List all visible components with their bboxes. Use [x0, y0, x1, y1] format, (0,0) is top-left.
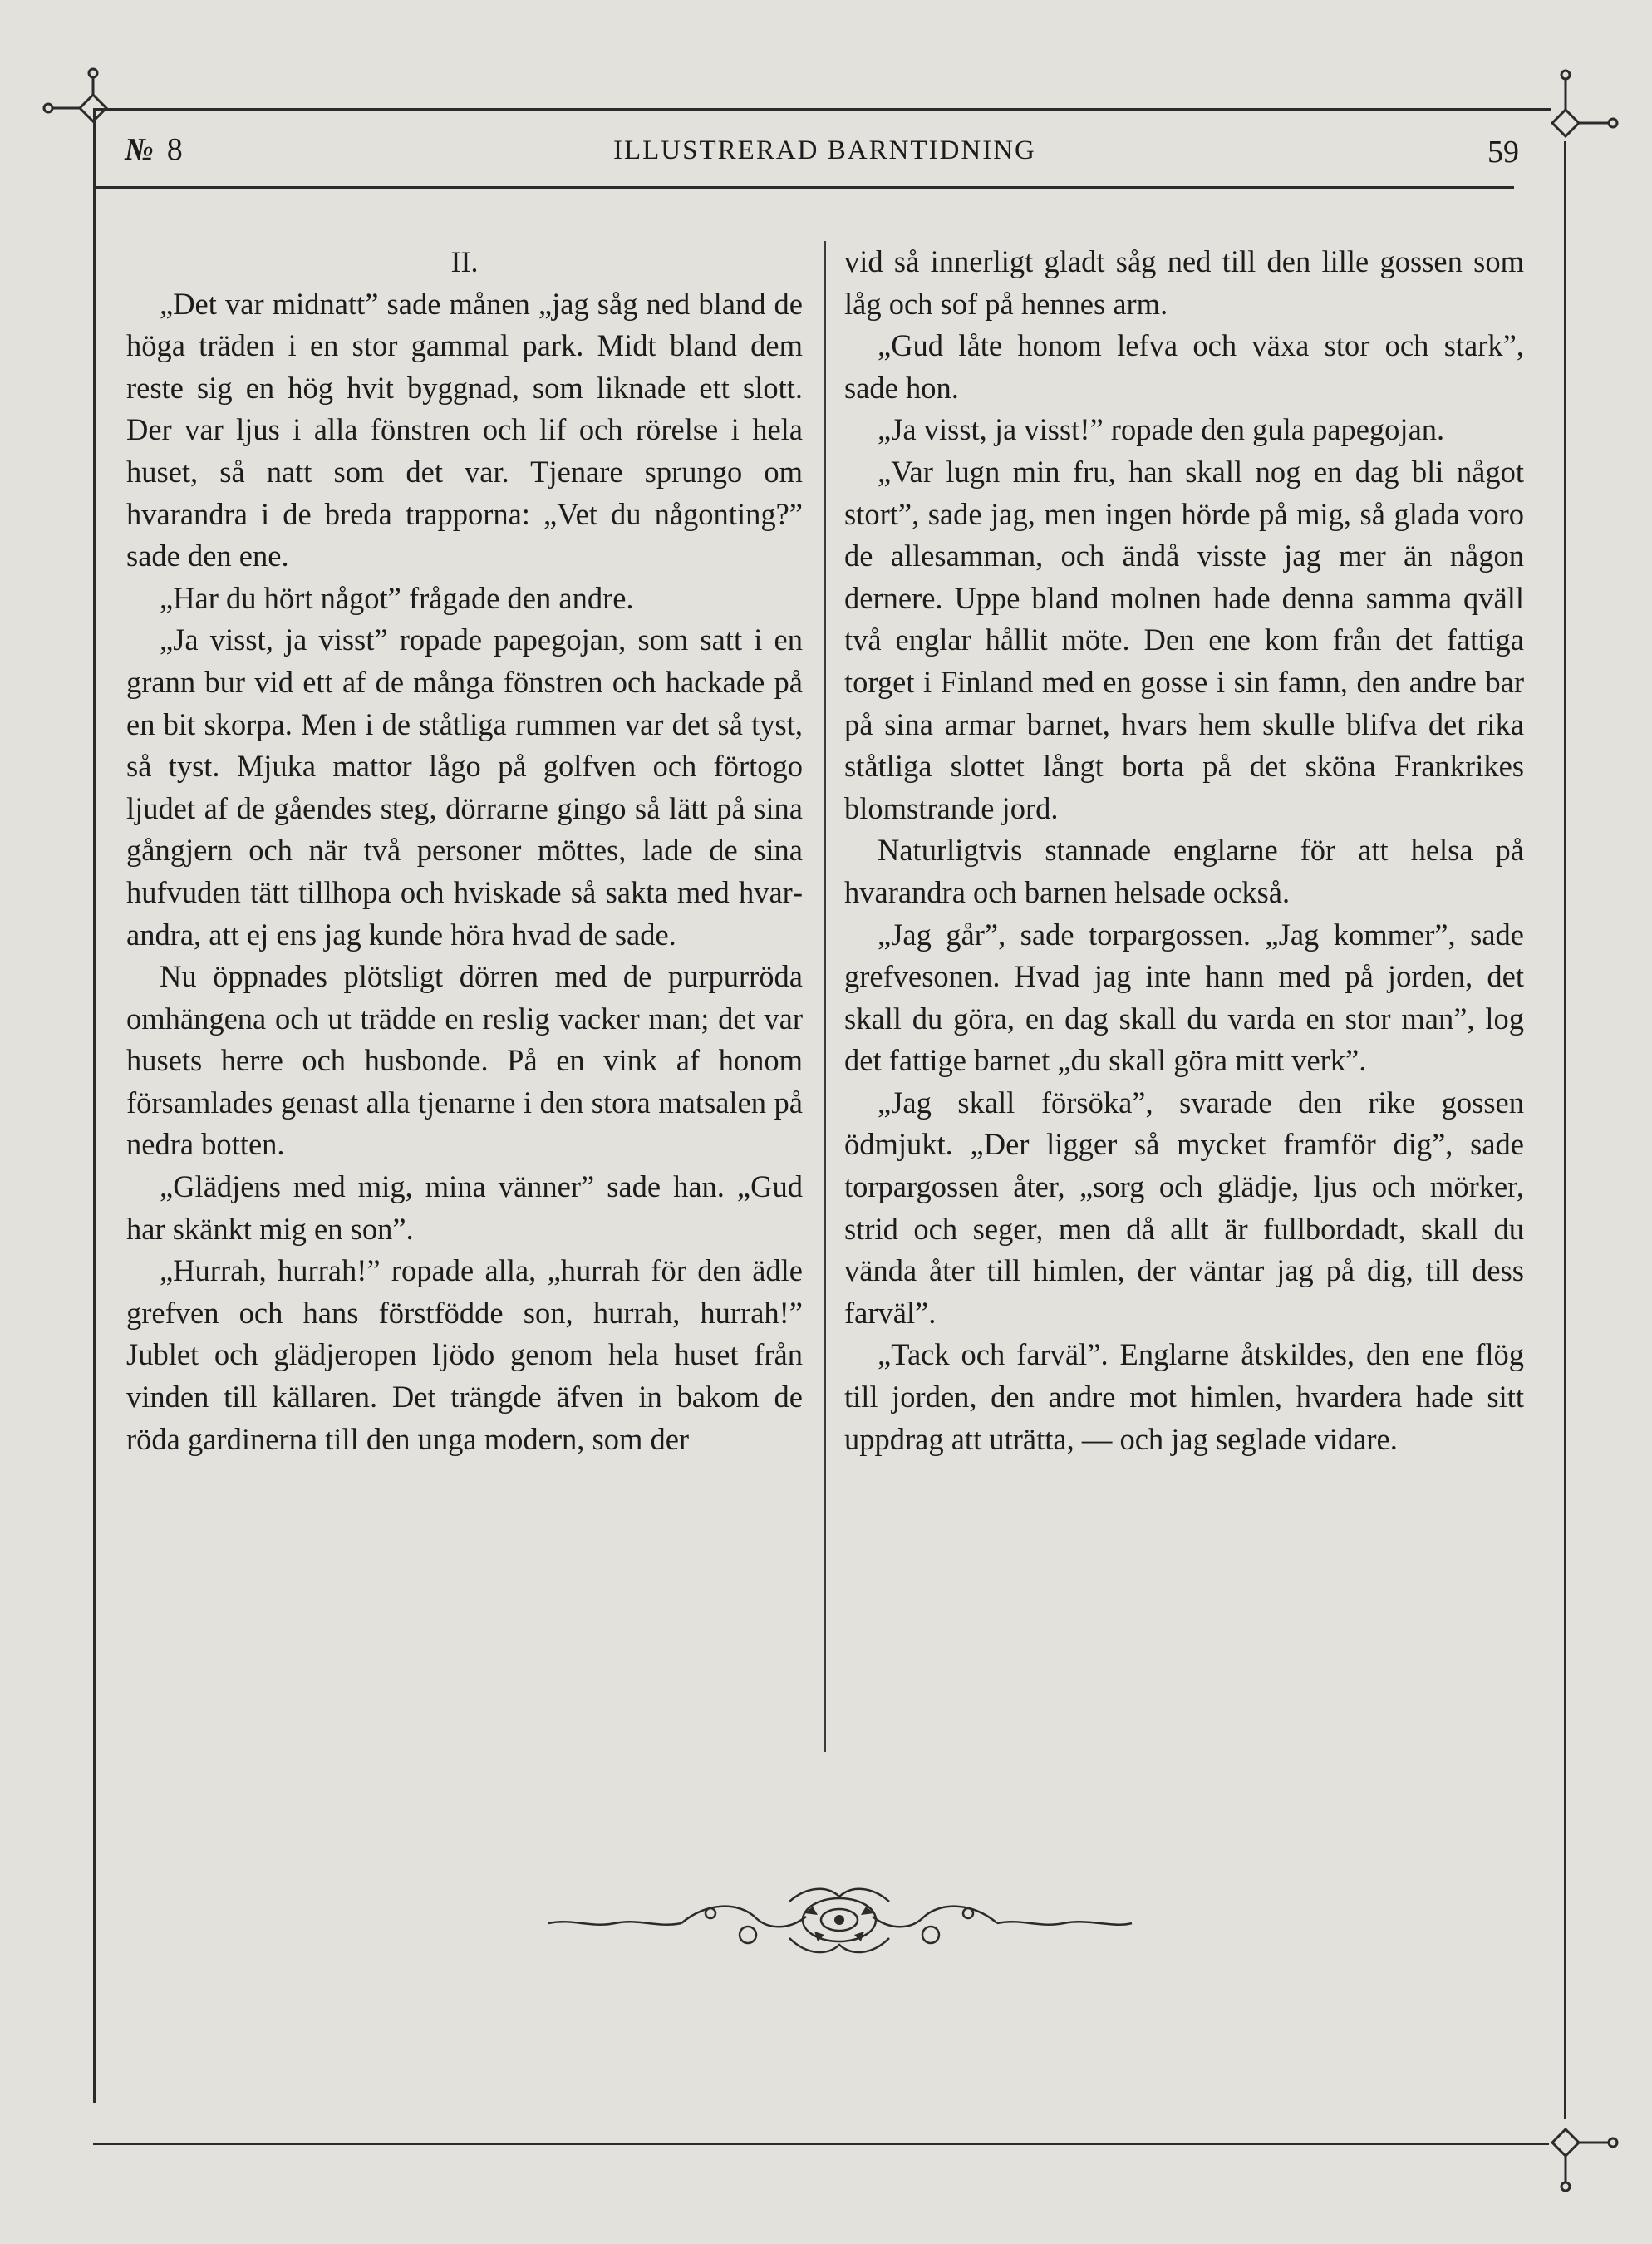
paragraph: „Hurrah, hurrah!” ropade alla, „hurrah för den ädle grefven och hans förstfödde son, hurrah, hurrah!” Jublet och glädjeropen ljödo genom hela huset från vinden till källaren. Det trängde äfven in bakom de röda gardinerna till den unga modern, som der [126, 1253, 803, 1456]
corner-ornament-top-right [1534, 66, 1625, 158]
corner-ornament-top-left [40, 65, 120, 145]
issue-number [125, 131, 183, 168]
issue-number-value: 8 [166, 132, 183, 167]
page-number: 59 [1487, 135, 1519, 170]
frame-top-rule [93, 108, 1551, 111]
paragraph: „Gud låte honom lefva och växa stor och stark”, sade hon. [844, 328, 1524, 405]
frame-right-rule [1564, 141, 1566, 2119]
paragraph: „Jag skall försöka”, svarade den rike gossen ödmjukt. „Der ligger så mycket framför dig”, sade torpargossen åter, „sorg och glädje, ljus och mörker, strid och seger, men då allt är fullbordadt, skall du vända åter till himlen, der väntar jag på dig, till dess farväl”. [844, 1085, 1524, 1330]
right-column [844, 241, 1524, 1460]
section-heading: II. [450, 245, 479, 278]
paragraph: „Tack och farväl”. Englarne åtskildes, den ene flög till jorden, den andre mot himlen, hvardera hade sitt uppdrag att uträtta, — och jag seglade vidare. [844, 1337, 1524, 1456]
paragraph: „Har du hört något” frågade den andre. [160, 580, 634, 615]
paragraph: Nu öppnades plötsligt dörren med de purpurröda omhängena och ut trädde en reslig vacker man; det var husets herre och husbonde. På en vink af honom församlades genast alla tjenarne i den stora matsalen på nedra botten. [126, 959, 803, 1162]
corner-ornament-bottom-right [1534, 2106, 1625, 2197]
paragraph: „Var lugn min fru, han skall nog en dag bli något stort”, sade jag, men ingen hörde på mig, så glada voro de allesamman, och ändå visste jag mer än någon dernere. Uppe bland molnen hade denna samma qväll två englar hållit möte. Den ene kom från det fattiga torget i Finland med en gosse i sin famn, den andre bar på sina armar barnet, hvars hem skulle blifva det rika ståtliga slottet långt borta på det sköna Frankrikes blomstrande jord. [844, 454, 1524, 825]
left-column [126, 241, 803, 1460]
paragraph: „Det var midnatt” sade månen „jag såg ned bland de höga träden i en stor gammal park. Midt bland dem reste sig en hög hvit byggnad, som liknade ett slott. Der var ljus i alla fönstren och lif och rörelse i hela huset, så natt som det var. Tjenare sprungo om hvarandra i de breda trapporna: „Vet du någonting?” sade den ene. [126, 286, 803, 573]
paragraph: „Ja visst, ja visst!” ropade den gula papegojan. [878, 412, 1445, 447]
frame-header-rule [93, 186, 1514, 189]
publication-title: ILLUSTRERAD BARNTIDNING [613, 135, 1036, 165]
column-divider [824, 241, 826, 1752]
paragraph: Naturligtvis stannade englarne för att helsa på hvarandra och barnen helsade också. [844, 833, 1524, 909]
paragraph: „Ja visst, ja visst” ropade papegojan, som satt i en grann bur vid ett af de många fönstren och hackade på en bit skorpa. Men i de ståtliga rummen var det så tyst, så tyst. Mjuka mattor lågo på golfven och förtogo ljudet af de gåendes steg, dörrarne gingo så lätt på sina gångjern och när två personer möttes, lade de sina hufvuden tätt tillhopa och hviskade så sakta med hvarandra, att ej ens jag kunde höra hvad de sade. [126, 623, 803, 952]
frame-bottom-rule [93, 2143, 1549, 2145]
paragraph: „Glädjens med mig, mina vänner” sade han. „Gud har skänkt mig en son”. [126, 1169, 803, 1246]
issue-label: № [125, 132, 154, 167]
paragraph-continued: vid så innerligt gladt såg ned till den lille gossen som låg och sof på hennes arm. [844, 244, 1524, 321]
frame-left-rule [93, 108, 96, 2103]
floral-vignette-ornament [540, 1877, 1138, 1968]
paragraph: „Jag går”, sade torpargossen. „Jag kommer”, sade grefvesonen. Hvad jag inte hann med på jorden, det skall du göra, en dag skall du varda en stor man”, log det fattige barnet „du skall göra mitt verk”. [844, 917, 1524, 1078]
